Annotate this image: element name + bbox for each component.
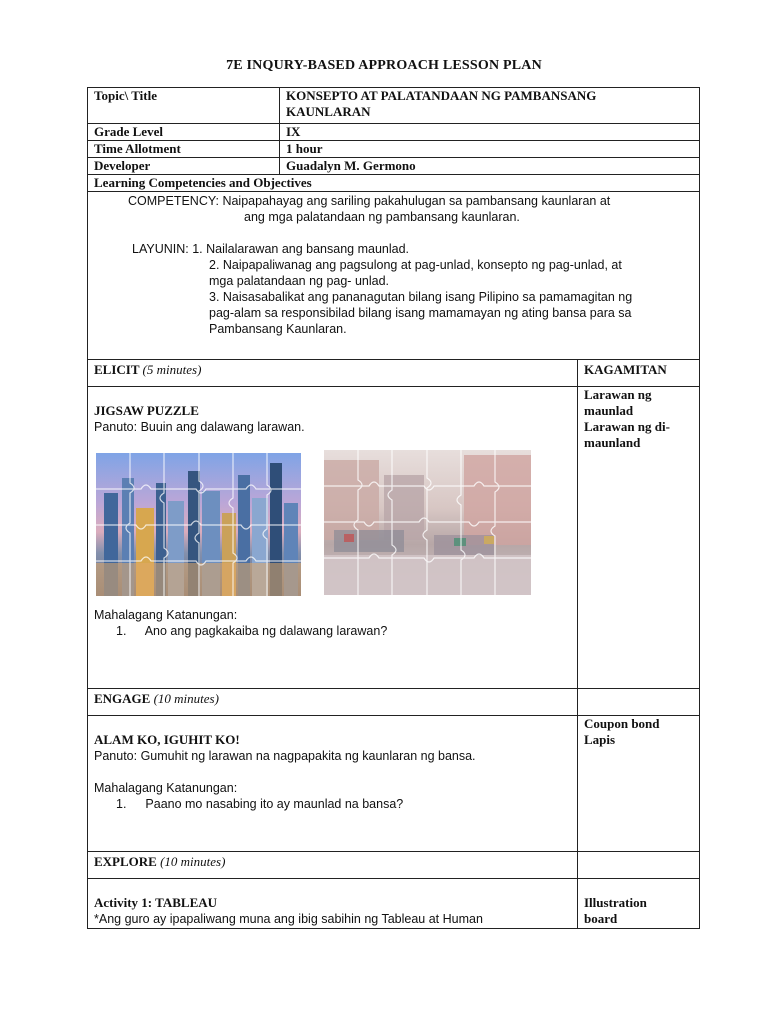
- grade-level-value: IX: [280, 124, 700, 141]
- document-title: 7E INQURY-BASED APPROACH LESSON PLAN: [226, 58, 542, 73]
- topic-label: Topic\ Title: [88, 88, 280, 124]
- elicit-header-label: ELICIT: [94, 362, 140, 377]
- topic-value-line2: KAUNLARAN: [286, 104, 371, 119]
- elicit-duration: (5 minutes): [142, 362, 202, 377]
- elicit-header: [88, 360, 578, 387]
- engage-duration: (10 minutes): [153, 691, 219, 706]
- elicit-panuto: Panuto: Buuin ang dalawang larawan.: [94, 420, 305, 434]
- engage-mahalagang-katanungan: Mahalagang Katanungan:: [94, 781, 238, 795]
- developer-value: Guadalyn M. Germono: [280, 158, 700, 175]
- objective3-line1: 3. Naisasabalikat ang pananagutan bilang isang Pilipino sa pamamagitan ng: [209, 290, 633, 304]
- tableau-title: Activity 1: TABLEAU: [94, 895, 218, 910]
- engage-question-1-number: 1.: [116, 797, 127, 811]
- competency-block: [88, 192, 700, 360]
- layunin-line1: LAYUNIN: 1. Nailalarawan ang bansang maunlad.: [132, 242, 410, 256]
- engage-material-2: Lapis: [584, 732, 616, 747]
- explore-materials: [578, 879, 700, 929]
- time-allotment-label: Time Allotment: [88, 141, 280, 158]
- elicit-question-1: [94, 623, 571, 639]
- competency-line1: COMPETENCY: Naipapahayag ang sariling pakahulugan sa pambansang kaunlaran at: [128, 194, 611, 208]
- grade-level-label: Grade Level: [88, 124, 280, 141]
- topic-value-line1: KONSEPTO AT PALATANDAAN NG PAMBANSANG: [286, 88, 597, 103]
- objective2-line1: 2. Naipapaliwanag ang pagsulong at pag-unlad, konsepto ng pag-unlad, at: [209, 258, 622, 272]
- elicit-material-2: maunlad: [584, 403, 634, 418]
- explore-header: [88, 852, 578, 879]
- explore-content: [88, 879, 578, 929]
- explore-material-2: board: [584, 911, 618, 926]
- underdeveloped-street-scene: [324, 450, 531, 595]
- engage-panuto: Panuto: Gumuhit ng larawan na nagpapakita ng kaunlaran ng bansa.: [94, 749, 476, 763]
- topic-value: [280, 88, 700, 124]
- elicit-material-1: Larawan ng: [584, 387, 652, 402]
- elicit-question-1-number: 1.: [116, 624, 127, 638]
- objective3-line3: Pambansang Kaunlaran.: [209, 322, 347, 336]
- engage-header-blank: [578, 689, 700, 716]
- engage-question-1: [94, 796, 571, 812]
- underdeveloped-street-puzzle-image: [324, 450, 531, 595]
- competency-line2: ang mga palatandaan ng pambansang kaunlaran.: [244, 210, 520, 224]
- elicit-materials: [578, 387, 700, 689]
- elicit-mahalagang-katanungan: Mahalagang Katanungan:: [94, 608, 238, 622]
- explore-line-1: *Ang guro ay ipapaliwang muna ang ibig sabihin ng Tableau at Human: [94, 912, 483, 926]
- engage-content: [88, 716, 578, 852]
- engage-materials: [578, 716, 700, 852]
- engage-material-1: Coupon bond: [584, 716, 660, 731]
- objective2-line2: mga palatandaan ng pag- unlad.: [209, 274, 390, 288]
- engage-header: [88, 689, 578, 716]
- explore-header-blank: [578, 852, 700, 879]
- developed-city-puzzle-image: [96, 453, 301, 596]
- explore-material-1: Illustration: [584, 895, 647, 910]
- explore-duration: (10 minutes): [160, 854, 226, 869]
- engage-header-label: ENGAGE: [94, 691, 151, 706]
- elicit-question-1-text: Ano ang pagkakaiba ng dalawang larawan?: [144, 624, 388, 638]
- elicit-material-3: Larawan ng di-: [584, 419, 670, 434]
- explore-header-label: EXPLORE: [94, 854, 157, 869]
- jigsaw-puzzle-title: JIGSAW PUZZLE: [94, 403, 199, 418]
- activities-table: [87, 359, 700, 929]
- elicit-material-4: maunland: [584, 435, 641, 450]
- developed-city-skyline: [96, 453, 301, 596]
- alam-ko-title: ALAM KO, IGUHIT KO!: [94, 732, 240, 747]
- learning-competencies-label: Learning Competencies and Objectives: [88, 175, 700, 192]
- kagamitan-header: KAGAMITAN: [578, 360, 700, 387]
- time-allotment-value: 1 hour: [280, 141, 700, 158]
- engage-question-1-text: Paano mo nasabing ito ay maunlad na bansa?: [145, 797, 404, 811]
- objective3-line2: pag-alam sa responsibilad bilang isang mamamayan ng ating bansa para sa: [209, 306, 632, 320]
- developer-label: Developer: [88, 158, 280, 175]
- lesson-info-table: [87, 87, 700, 360]
